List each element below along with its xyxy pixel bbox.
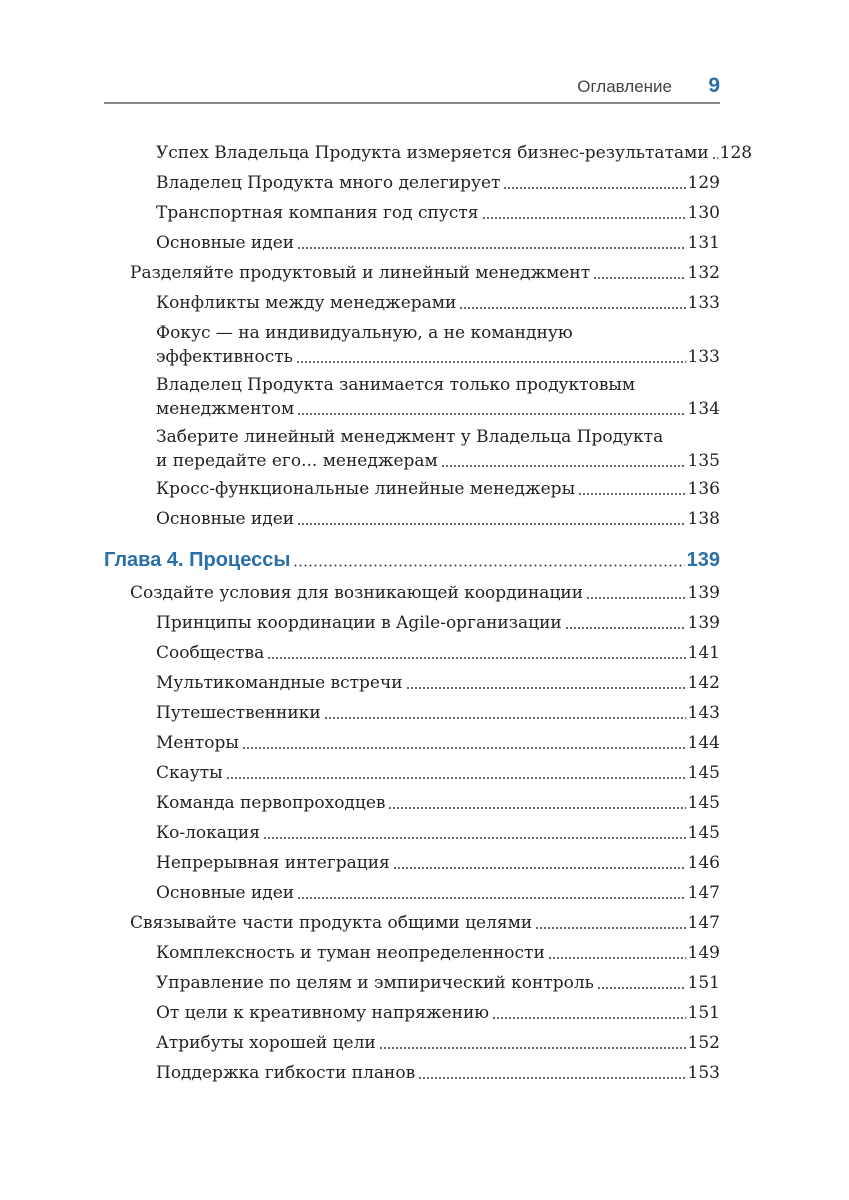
toc-entry-page: 149 — [687, 943, 720, 963]
toc-entry[interactable] — [156, 851, 720, 875]
toc-entry-title: эффективность — [156, 347, 293, 367]
toc-entry-title: Конфликты между менеджерами — [156, 293, 457, 313]
toc-entry[interactable] — [156, 971, 720, 995]
toc-entry-title: Управление по целям и эмпирический контроль — [156, 973, 594, 993]
toc-entry-page: 147 — [687, 883, 720, 903]
toc-entry-title: Поддержка гибкости планов — [156, 1063, 416, 1083]
toc-entry-title-line1: Фокус — на индивидуальную, а не командную — [156, 323, 573, 343]
toc-entry-title: Основные идеи — [156, 509, 295, 529]
toc-entry-title: Основные идеи — [156, 883, 295, 903]
dot-leader — [406, 687, 686, 689]
toc-entry-title: Создайте условия для возникающей координации — [130, 583, 584, 603]
toc-entry-title: Владелец Продукта много делегирует — [156, 173, 501, 193]
toc-entry[interactable] — [156, 881, 720, 905]
toc-entry-page: 151 — [687, 1003, 720, 1023]
dot-leader — [578, 493, 685, 495]
toc-entry[interactable] — [156, 141, 753, 165]
dot-leader — [296, 361, 686, 363]
toc-entry-title: Менторы — [156, 733, 239, 753]
toc-entry-page: 141 — [687, 643, 720, 663]
toc-entry-page: 138 — [687, 509, 720, 529]
toc-entry-page: 139 — [687, 583, 720, 603]
toc-entry-title: Атрибуты хорошей цели — [156, 1033, 376, 1053]
toc-entry-page: 151 — [687, 973, 720, 993]
toc-section-entry[interactable] — [130, 261, 720, 285]
dot-leader — [393, 867, 686, 869]
toc-entry-page: 130 — [687, 203, 720, 223]
toc-entry[interactable] — [156, 477, 720, 501]
toc-entry-page: 131 — [687, 233, 720, 253]
toc-entry-page: 143 — [687, 703, 720, 723]
toc-entry-title: Ко-локация — [156, 823, 260, 843]
toc-entry-title: Принципы координации в Agile-организации — [156, 613, 562, 633]
toc-entry-page: 145 — [687, 793, 720, 813]
dot-leader — [418, 1077, 685, 1079]
toc-entry[interactable] — [156, 611, 720, 635]
toc-entry[interactable] — [156, 373, 720, 421]
running-head-page-number: 9 — [708, 74, 720, 97]
toc-entry-title: Мультикомандные встречи — [156, 673, 403, 693]
toc-entry[interactable] — [156, 1061, 720, 1085]
toc-entry-title-line1: Владелец Продукта занимается только продуктовым — [156, 375, 636, 395]
toc-entry[interactable] — [156, 1031, 720, 1055]
dot-leader — [242, 747, 686, 749]
toc-entry-page: 129 — [687, 173, 720, 193]
toc-entry-title: Скауты — [156, 763, 223, 783]
dot-leader — [388, 807, 685, 809]
toc-entry-page: 133 — [687, 293, 720, 313]
toc-entry-title: Комплексность и туман неопределенности — [156, 943, 545, 963]
toc-entry-title: Кросс-функциональные линейные менеджеры — [156, 479, 576, 499]
toc-entry-title: и передайте его... менеджерам — [156, 451, 438, 471]
dot-leader — [324, 717, 686, 719]
toc-entry[interactable] — [156, 641, 720, 665]
toc-entry-title: Непрерывная интеграция — [156, 853, 390, 873]
toc-entry[interactable] — [156, 507, 720, 531]
dot-leader — [226, 777, 686, 779]
toc-entry-page: 136 — [687, 479, 720, 499]
toc-entry[interactable] — [156, 761, 720, 785]
toc-entry-page: 145 — [687, 823, 720, 843]
toc-entry-page: 147 — [687, 913, 720, 933]
toc-entry[interactable] — [156, 425, 720, 473]
toc-entry-page: 139 — [687, 613, 720, 633]
toc-chapter-entry[interactable] — [104, 547, 720, 573]
dot-leader — [267, 657, 685, 659]
dot-leader — [492, 1017, 685, 1019]
toc-entry[interactable] — [156, 1001, 720, 1025]
dot-leader — [586, 597, 686, 599]
dot-leader — [297, 897, 685, 899]
toc-entry[interactable] — [156, 941, 720, 965]
toc-section-entry[interactable] — [130, 581, 720, 605]
toc-entry-title: Успех Владельца Продукта измеряется бизнес-результатами — [156, 143, 709, 163]
toc-entry-page: 142 — [687, 673, 720, 693]
dot-leader — [503, 187, 685, 189]
toc-entry[interactable] — [156, 701, 720, 725]
toc-entry-title: Путешественники — [156, 703, 321, 723]
toc-entry[interactable] — [156, 321, 720, 369]
toc-entry-title: Команда первопроходцев — [156, 793, 386, 813]
dot-leader — [379, 1047, 686, 1049]
toc-entry[interactable] — [156, 821, 720, 845]
toc-entry-title: От цели к креативному напряжению — [156, 1003, 490, 1023]
toc-entry[interactable] — [156, 201, 720, 225]
toc-entry-title: Связывайте части продукта общими целями — [130, 913, 533, 933]
dot-leader — [593, 277, 685, 279]
dot-leader — [565, 627, 686, 629]
dot-leader — [263, 837, 686, 839]
chapter-title: Глава 4. Процессы — [104, 549, 291, 571]
toc-section-entry[interactable] — [130, 911, 720, 935]
toc-entry[interactable] — [156, 231, 720, 255]
toc-entry[interactable] — [156, 731, 720, 755]
dot-leader — [535, 927, 685, 929]
toc-entry[interactable] — [156, 671, 720, 695]
dot-leader — [441, 465, 686, 467]
toc-entry-title: Основные идеи — [156, 233, 295, 253]
toc-entry-page: 133 — [687, 347, 720, 367]
dot-leader — [597, 987, 686, 989]
dot-leader — [297, 523, 685, 525]
toc-entry-title: Транспортная компания год спустя — [156, 203, 479, 223]
toc-entry-title: менеджментом — [156, 399, 295, 419]
dot-leader — [459, 307, 685, 309]
toc-entry[interactable] — [156, 171, 720, 195]
toc-entry-title: Сообщества — [156, 643, 265, 663]
toc-entry-page: 132 — [687, 263, 720, 283]
dot-leader — [712, 157, 718, 159]
dot-leader — [548, 957, 686, 959]
toc-entry-page: 146 — [687, 853, 720, 873]
toc-entry[interactable] — [156, 291, 720, 315]
toc-entry-page: 128 — [719, 143, 753, 163]
toc-entry-page: 145 — [687, 763, 720, 783]
toc-entry-page: 134 — [687, 399, 720, 419]
toc-entry[interactable] — [156, 791, 720, 815]
toc-entry-title: Разделяйте продуктовый и линейный менеджмент — [130, 263, 591, 283]
dot-leader — [297, 413, 685, 415]
toc-entry-page: 152 — [687, 1033, 720, 1053]
chapter-page: 139 — [686, 549, 720, 571]
dot-leader — [297, 247, 685, 249]
dot-leader — [293, 564, 684, 567]
toc-entry-title-line1: Заберите линейный менеджмент у Владельца Продукта — [156, 427, 664, 447]
toc-entry-page: 135 — [687, 451, 720, 471]
toc-entry-page: 144 — [687, 733, 720, 753]
dot-leader — [482, 217, 686, 219]
running-head-title: Оглавление — [577, 77, 672, 96]
toc-entry-page: 153 — [687, 1063, 720, 1083]
